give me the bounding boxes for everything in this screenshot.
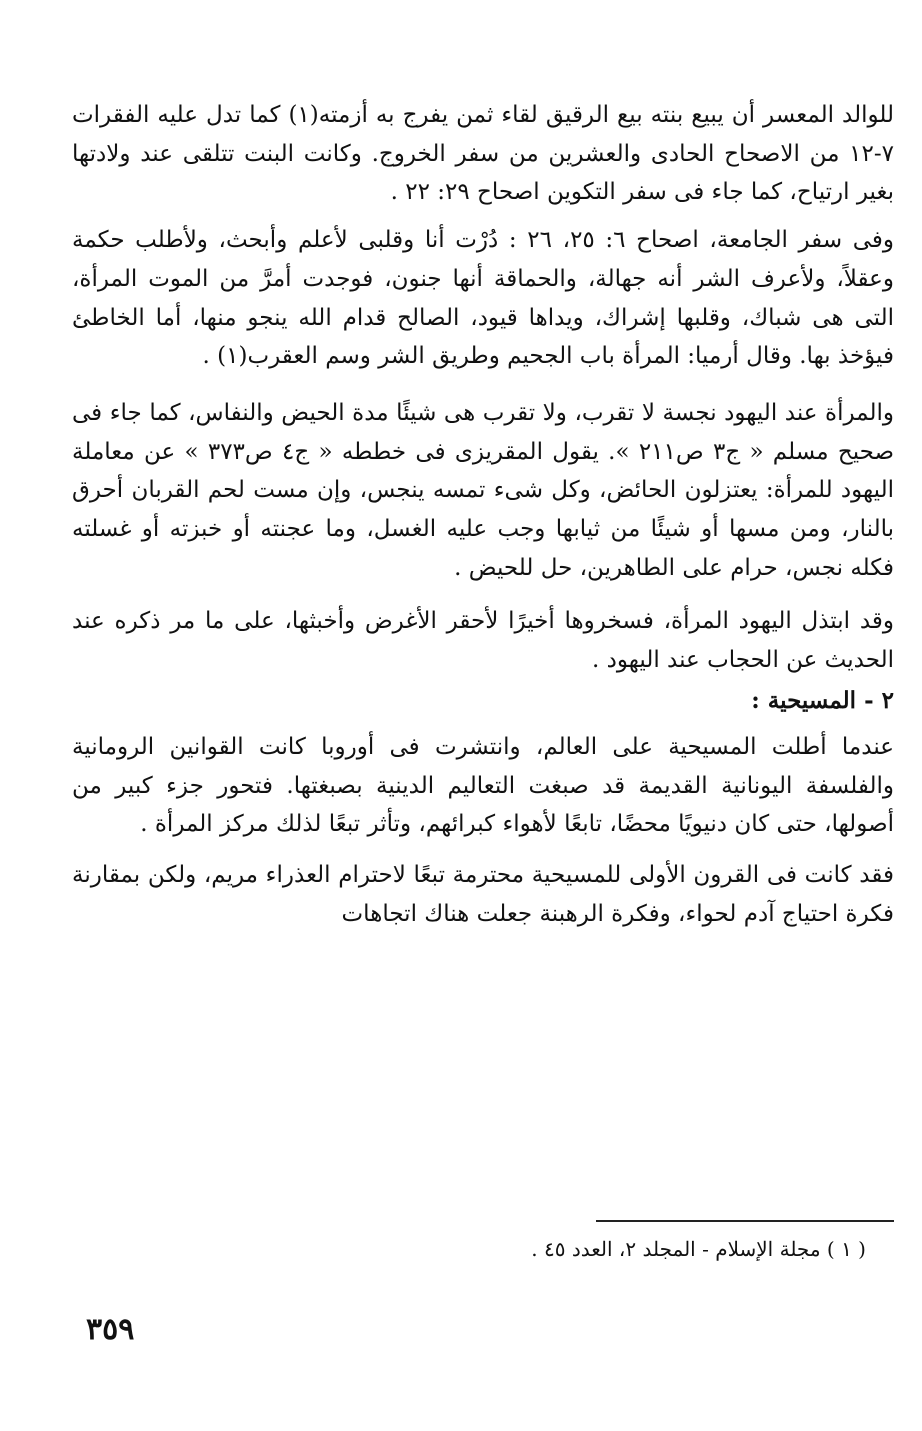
- paragraph-ecclesiastes: وفى سفر الجامعة، اصحاح ٦: ٢٥، ٢٦ : دُرْت أنا وقلبى لأعلم وأبحث، ولأطلب حكمة وعقلاً، ولأعرف الشر أنه جهالة، والحماقة أنها جنون، فوجدت أمرَّ من الموت المرأة، التى هى شباك، وقلبها إشراك، ويداها قيود، الصالح قدام الله ينجو منها، أما الخاطئ فيؤخذ بها. وقال أرميا: المرأة باب الجحيم وطريق الشر وسم العقرب(١) .: [72, 227, 894, 370]
- page-body: [72, 96, 894, 933]
- section-heading-christianity: ٢ - المسيحية :: [751, 686, 894, 714]
- paragraph-early-centuries: فقد كانت فى القرون الأولى للمسيحية محترمة تبعًا لاحترام العذراء مريم، ولكن بمقارنة فكرة احتياج آدم لحواء، وفكرة الرهبنة جعلت هناك اتجاهات: [72, 861, 894, 927]
- paragraph-impurity: والمرأة عند اليهود نجسة لا تقرب، ولا تقرب هى شيئًا مدة الحيض والنفاس، كما جاء فى صحيح مسلم « ج٣ ص٢١١ ». يقول المقريزى فى خططه « ج٤ ص٣٧٣ » عن معاملة اليهود للمرأة: يعتزلون الحائض، وكل شىء تمسه ينجس، وإن مست لحم القربان أحرق بالنار، ومن مسها أو شيئًا من ثيابها وجب عليه الغسل، وما عجنته أو خبزته أو غسلته فكله نجس، حرام على الطاهرين، حل للحيض .: [72, 399, 895, 581]
- page-number: ٣٥٩: [86, 1312, 135, 1347]
- footnote: ( ١ ) مجلة الإسلام - المجلد ٢، العدد ٤٥ .: [531, 1237, 866, 1261]
- paragraph-father-sells-daughter: للوالد المعسر أن يبيع بنته بيع الرقيق لقاء ثمن يفرج به أزمته(١) كما تدل عليه الفقرات ٧-١٢ من الاصحاح الحادى والعشرين من سفر الخروج. وكانت البنت تتلقى عند ولادتها بغير ارتياح، كما جاء فى سفر التكوين اصحاح ٢٩: ٢٢ .: [72, 102, 894, 206]
- paragraph-degradation: وقد ابتذل اليهود المرأة، فسخروها أخيرًا لأحقر الأغرض وأخبثها، على ما مر ذكره عند الحديث عن الحجاب عند اليهود .: [72, 608, 894, 674]
- paragraph-christianity-europe: عندما أطلت المسيحية على العالم، وانتشرت فى أوروبا كانت القوانين الرومانية والفلسفة اليونانية القديمة قد صبغت التعاليم الدينية بصبغتها. فتحور جزء كبير من أصولها، حتى كان دنيويًا محضًا، تابعًا لأهواء كبرائهم، وتأثر تبعًا لذلك مركز المرأة .: [72, 733, 894, 838]
- footnote-divider: [596, 1220, 894, 1222]
